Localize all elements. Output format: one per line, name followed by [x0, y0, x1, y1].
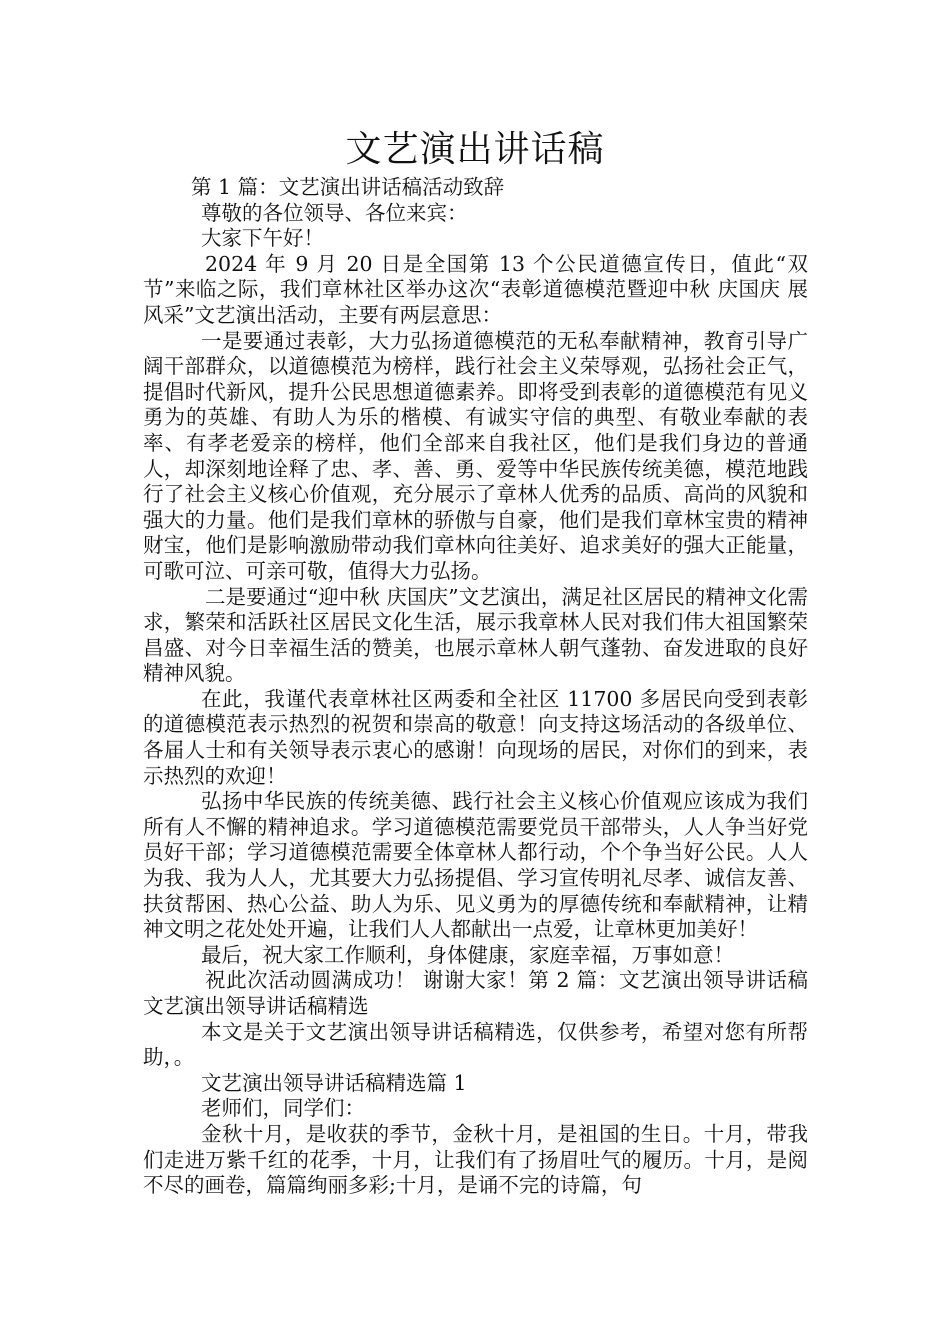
paragraph: 本文是关于文艺演出领导讲话稿精选，仅供参考，希望对您有所帮助，。: [143, 1019, 808, 1070]
paragraph: 弘扬中华民族的传统美德、践行社会主义核心价值观应该成为我们所有人不懈的精神追求。学习道德模范需要党员干部带头，人人争当好党员好干部；学习道德模范需要全体章林人都行动，个个争当好公民。人人为我、我为人人，尤其要大力弘扬提倡、学习宣传明礼尽孝、诚信友善、扶贫帮困、热心公益、助人为乐、见义勇为的厚德传统和奉献精神，让精神文明之花处处开遍，让我们人人都献出一点爱，让章林更加美好！: [143, 789, 808, 942]
section-heading-2: 文艺演出领导讲话稿精选篇 1: [201, 1070, 467, 1095]
salutation: 老师们，同学们：: [201, 1096, 365, 1121]
paragraph: 2024 年 9 月 20 日是全国第 13 个公民道德宣传日，值此“双节”来临之际，我们章林社区举办这次“表彰道德模范暨迎中秋 庆国庆 展风采”文艺演出活动，主要有两层意思：: [143, 251, 808, 327]
paragraph: 金秋十月，是收获的季节，金秋十月，是祖国的生日。十月，带我们走进万紫千红的花季，十月，让我们有了扬眉吐气的履历。十月，是阅不尽的画卷，篇篇绚丽多彩;十月，是诵不完的诗篇，句: [143, 1121, 808, 1198]
paragraph: 二是要通过“迎中秋 庆国庆”文艺演出，满足社区居民的精神文化需求，繁荣和活跃社区居民文化生活，展示我章林人民对我们伟大祖国繁荣昌盛、对今日幸福生活的赞美，也展示章林人朝气蓬勃、奋发进取的良好精神风貌。: [143, 584, 808, 686]
document-title: 文艺演出讲话稿: [345, 129, 605, 170]
paragraph: 在此，我谨代表章林社区两委和全社区 11700 多居民向受到表彰的道德模范表示热烈的祝贺和崇高的敬意！向支持这场活动的各级单位、各届人士和有关领导表示衷心的感谢！向现场的居民，对你们的到来，表示热烈的欢迎！: [143, 686, 808, 788]
paragraph: 一是要通过表彰，大力弘扬道德模范的无私奉献精神，教育引导广阔干部群众，以道德模范为榜样，践行社会主义荣辱观，弘扬社会正气，提倡时代新风，提升公民思想道德素养。即将受到表彰的道德模范有见义勇为的英雄、有助人为乐的楷模、有诚实守信的典型、有敬业奉献的表率、有孝老爱亲的榜样，他们全部来自我社区，他们是我们身边的普通人，却深刻地诠释了忠、孝、善、勇、爱等中华民族传统美德，模范地践行了社会主义核心价值观，充分展示了章林人优秀的品质、高尚的风貌和强大的力量。他们是我们章林的骄傲与自豪，他们是我们章林宝贵的精神财宝，他们是影响激励带动我们章林向往美好、追求美好的强大正能量，可歌可泣、可亲可敬，值得大力弘扬。: [143, 328, 808, 583]
paragraph: 祝此次活动圆满成功！ 谢谢大家！第 2 篇：文艺演出领导讲话稿文艺演出领导讲话稿精选: [143, 968, 808, 1018]
paragraph: 最后，祝大家工作顺利，身体健康，家庭幸福，万事如意！: [201, 942, 734, 967]
document-body: [143, 175, 808, 1199]
salutation: 尊敬的各位领导、各位来宾：: [201, 200, 468, 225]
greeting: 大家下午好！: [201, 226, 324, 251]
section-heading-1: 第 1 篇：文艺演出讲话稿活动致辞: [191, 175, 505, 199]
